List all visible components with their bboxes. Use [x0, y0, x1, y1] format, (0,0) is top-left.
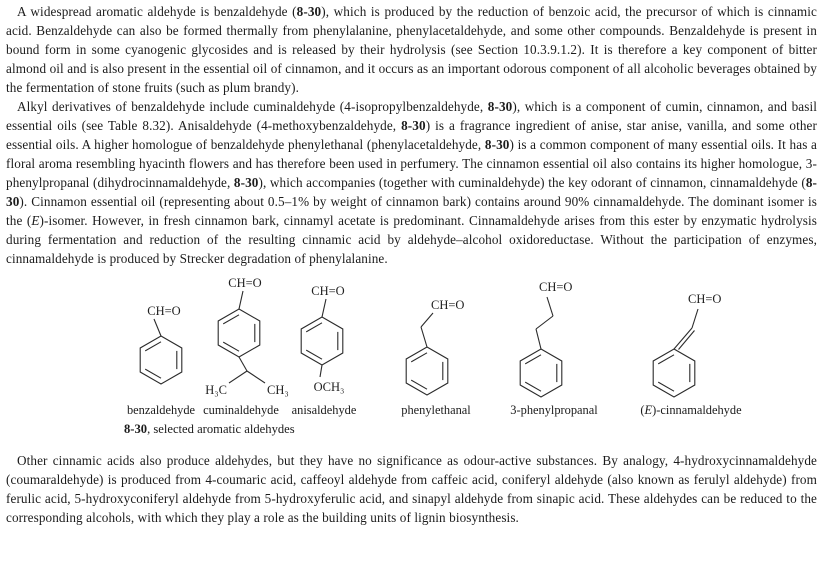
molecule-label-benzaldehyde: benzaldehyde: [126, 403, 196, 417]
e-cinnamaldehyde-structure: [626, 271, 756, 401]
figure-aromatic-aldehydes: [6, 271, 817, 443]
atom-label-methyl-right: CH₃: [267, 383, 289, 397]
atom-label-cho: CH=O: [688, 292, 722, 306]
molecule-3-phenylpropanal: [489, 271, 619, 417]
molecule-label-3-phenylpropanal: 3-phenylpropanal: [510, 403, 598, 417]
atom-label-methyl-left: H₃C: [205, 383, 227, 397]
paragraph-cinnamic-acids: Other cinnamic acids also produce aldehydes, but they have no significance as odour-active substances. By analogy, 4-hydroxycinnamaldehyde (coumaraldehyde) is produced from 4-coumaric acid, caffeoyl aldehyde from caffeic acid, coniferyl aldehyde (also known as ferulyl aldehyde) from ferulic acid, 5-hydroxyconiferyl aldehyde from 5-hydroxyferulic acid, and sinapyl aldehyde from sinapic acid. These aldehydes can be reduced to the corresponding alcohols, with which they play a role as the building units of lignin biosynthesis.: [6, 453, 817, 525]
phenylethanal-structure: [371, 271, 501, 401]
paragraph-alkyl-derivatives: Alkyl derivatives of benzaldehyde include cuminaldehyde (4-isopropylbenzaldehyde, 8-30), which is a component of cumin, cinnamon, and basil essential oils (see Table 8.32). Anisaldehyde (4-methoxybenzaldehyde, 8-30) is a fragrance ingredient of anise, star anise, vanilla, and some other essential oils. A higher homologue of benzaldehyde phenylethanal (phenylacetaldehyde, 8-30) is a common component of many essential oils. It has a floral aroma resembling hyacinth flowers and has therefore been used in perfumery. The cinnamon essential oil also contains its higher homologue, 3-phenylpropanal (dihydrocinnamaldehyde, 8-30), which accompanies (together with cuminaldehyde) the key odorant of cinnamon, cinnamaldehyde (8-30). Cinnamon essential oil (representing about 0.5–1% by weight of cinnamon bark) contains around 90% cinnamaldehyde. The dominant isomer is the (E)-isomer. However, in fresh cinnamon bark, cinnamyl acetate is predominant. Cinnamaldehyde arises from this ester by enzymatic hydrolysis during fermentation and reduction of the resulting cinnamic acid by aldehyde–alcohol oxidoreductase. Without the participation of enzymes, cinnamaldehyde is produced by Strecker degradation of phenylalanine.: [6, 99, 817, 266]
atom-label-methoxy: OCH₃: [313, 380, 345, 394]
atom-label-cho: CH=O: [431, 298, 465, 312]
atom-label-cho: CH=O: [539, 280, 573, 294]
molecule-label-cuminaldehyde: cuminaldehyde: [203, 403, 279, 417]
molecule-label-e-cinnamaldehyde: (E)-cinnamaldehyde: [640, 403, 742, 417]
molecule-e-cinnamaldehyde: [626, 271, 756, 417]
paragraph-intro-benzaldehyde: A widespread aromatic aldehyde is benzaldehyde (8-30), which is produced by the reduction of benzoic acid, the precursor of which is cinnamic acid. Benzaldehyde can also be formed thermally from phenylalanine, phenylacetaldehyde, and some other compounds. Benzaldehyde is present in bound form in some cyanogenic glycosides and is released by their hydrolysis (see Section 10.3.9.1.2). It is therefore a key component of bitter almond oil and is also present in the essential oil of cinnamon, and it occurs as an important odorous component of all alcoholic beverages obtained by the fermentation of stone fruits (such as plum brandy).: [6, 4, 817, 95]
molecule-label-anisaldehyde: anisaldehyde: [291, 403, 357, 417]
figure-caption: 8-30, selected aromatic aldehydes: [124, 422, 295, 436]
atom-label-cho: CH=O: [311, 284, 345, 298]
atom-label-cho: CH=O: [228, 276, 262, 290]
molecule-label-phenylethanal: phenylethanal: [401, 403, 471, 417]
atom-label-cho: CH=O: [147, 304, 181, 318]
molecule-anisaldehyde: [259, 271, 389, 417]
molecule-phenylethanal: [371, 271, 501, 417]
3-phenylpropanal-structure: [489, 271, 619, 401]
anisaldehyde-structure: [259, 271, 389, 401]
